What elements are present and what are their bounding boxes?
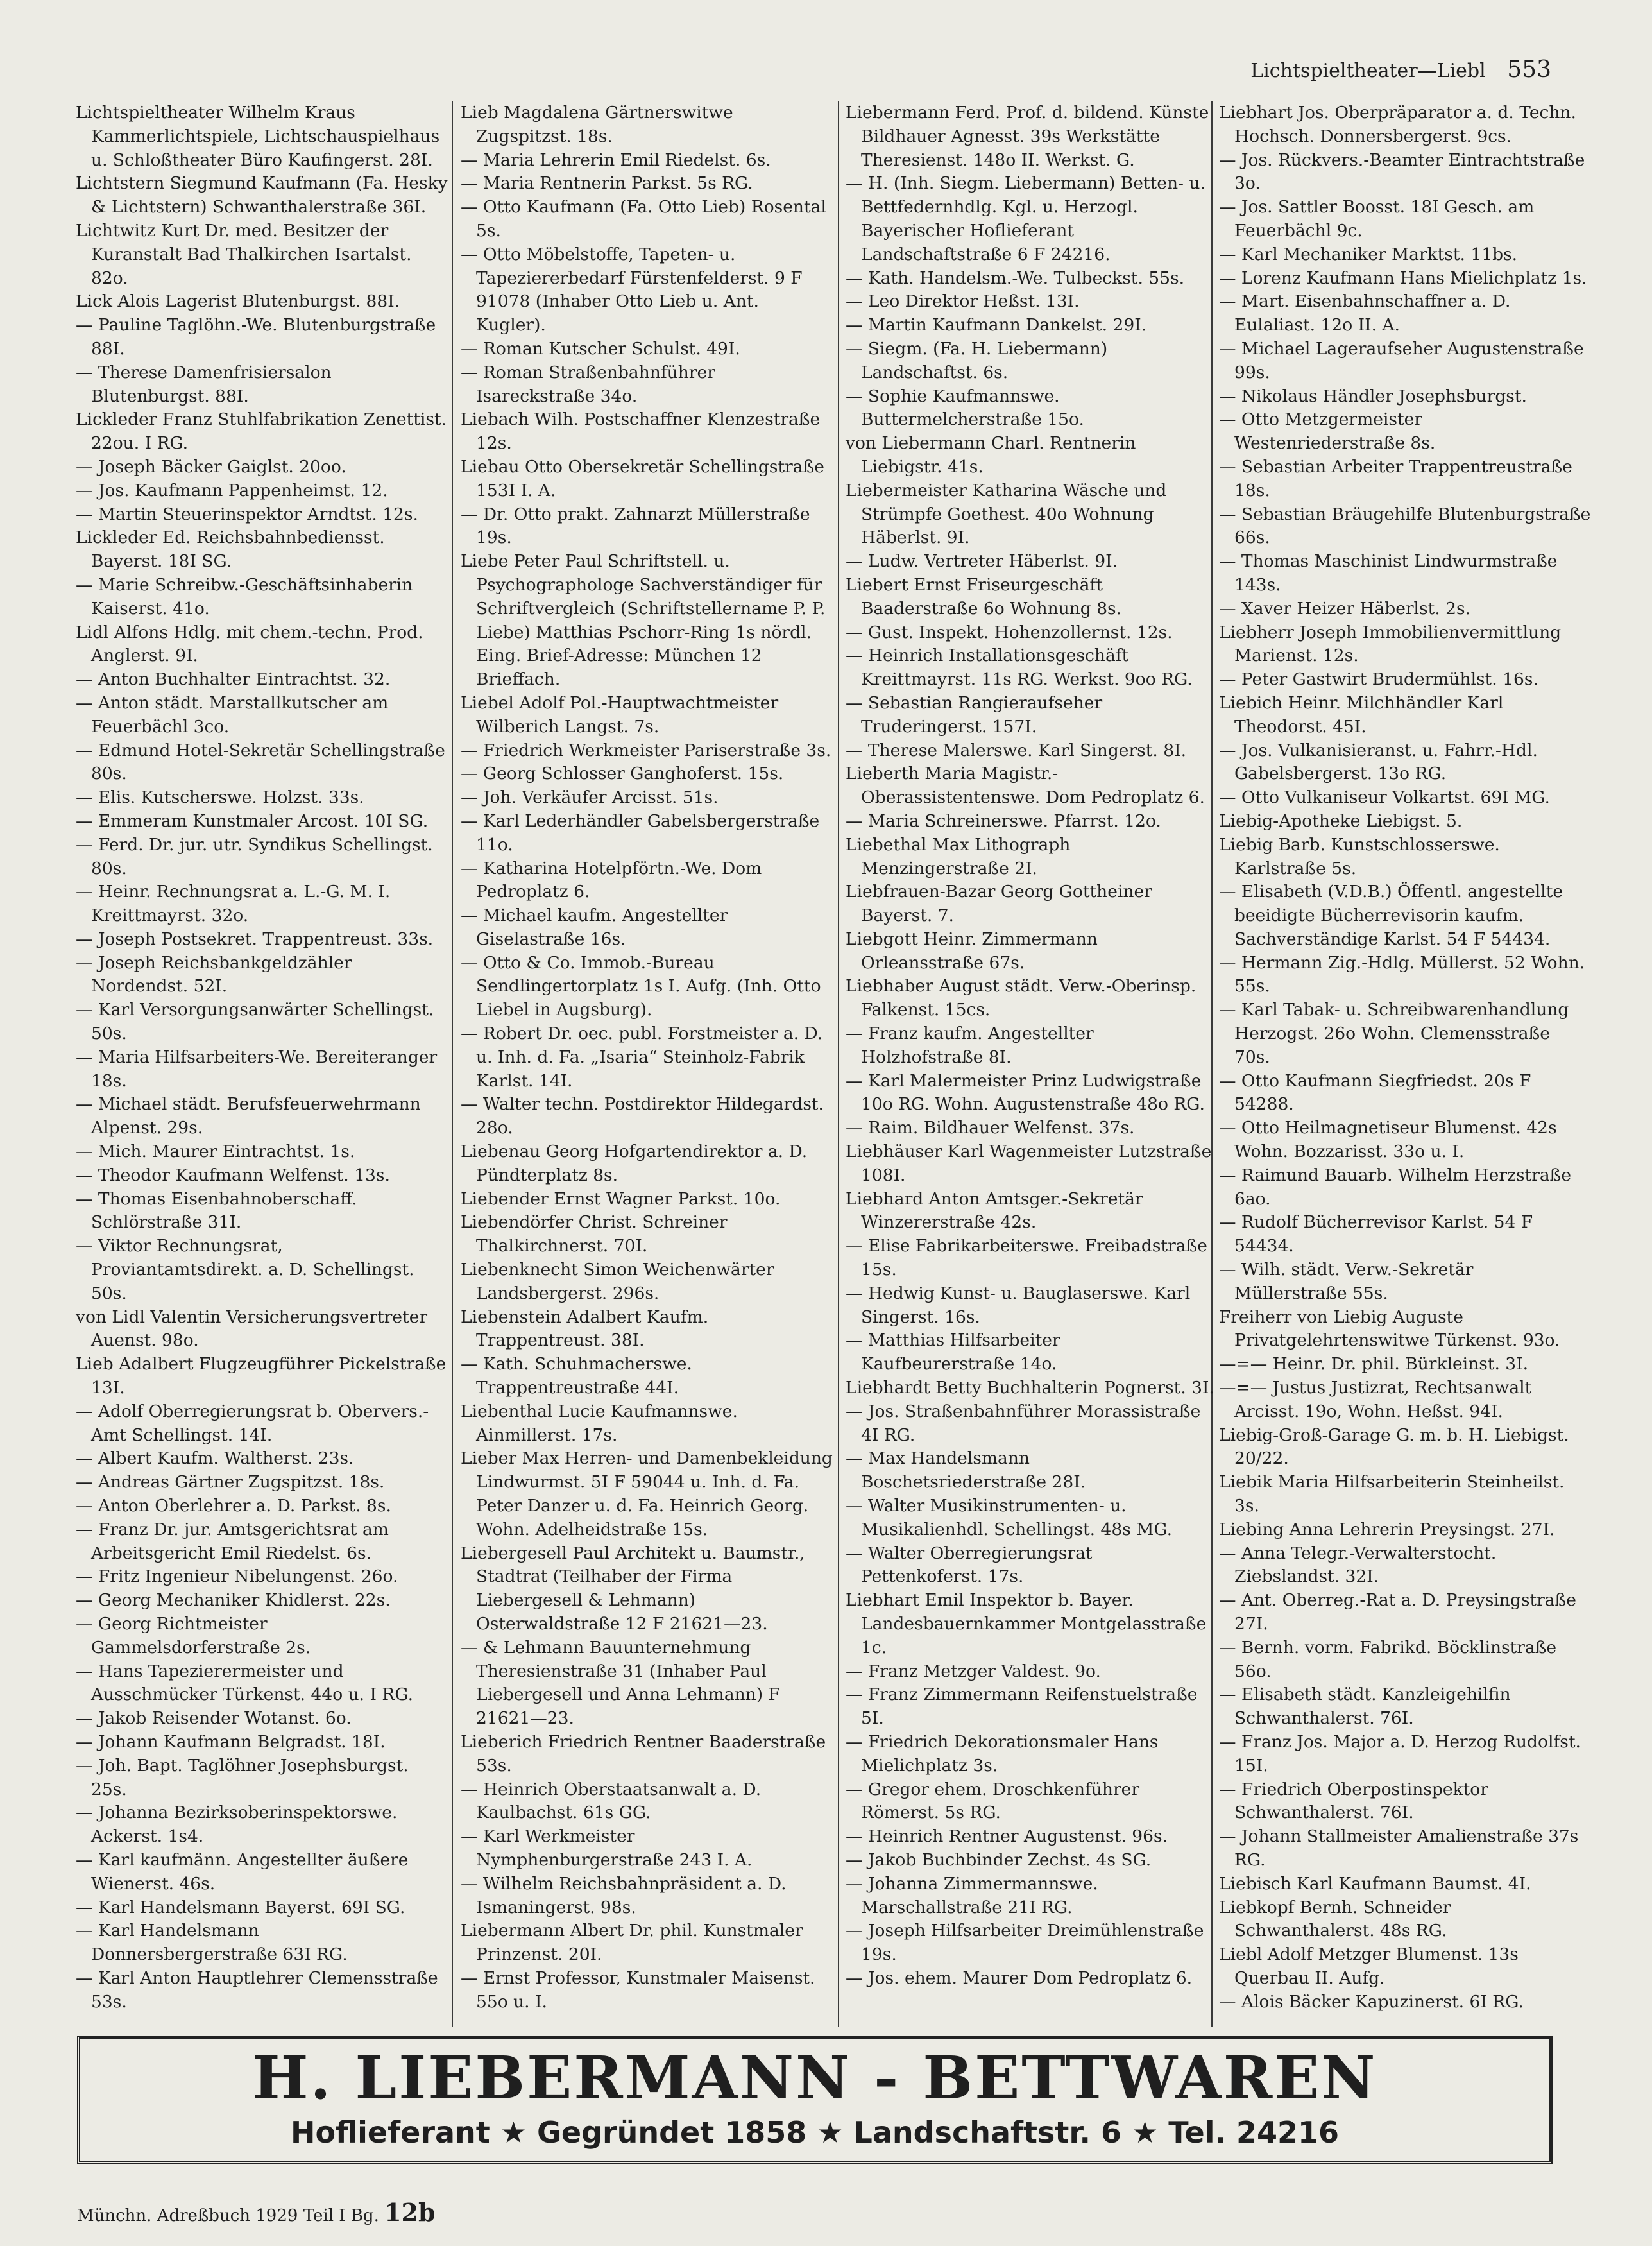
directory-entry: — Mich. Maurer Eintrachtst. 1s. bbox=[76, 1142, 355, 1162]
directory-entry: — Siegm. (Fa. H. Liebermann) Landschaftst. 6s. bbox=[846, 338, 1108, 382]
directory-column-3 bbox=[846, 101, 1218, 1991]
directory-entry: — Karl kaufmänn. Angestellter äußere Wienerst. 46s. bbox=[76, 1849, 409, 1894]
directory-entry: Lickleder Franz Stuhlfabrikation Zenettist. 22ou. I RG. bbox=[76, 409, 447, 454]
directory-entry: Lieb Magdalena Gärtnerswitwe Zugspitzst. 18s. bbox=[461, 103, 733, 146]
directory-entry: — Kath. Handelsm.-We. Tulbeckst. 55s. bbox=[846, 268, 1185, 288]
directory-entry: — Karl Lederhändler Gabelsbergerstraße 11o. bbox=[461, 810, 820, 855]
directory-entry: — Friedrich Dekorationsmaler Hans Mielichplatz 3s. bbox=[846, 1731, 1159, 1776]
directory-entry: — Ferd. Dr. jur. utr. Syndikus Schellingst. 80s. bbox=[76, 834, 433, 879]
directory-entry: — Elise Fabrikarbeiterswe. Freibadstraße 15s. bbox=[846, 1236, 1207, 1280]
directory-entry: Liebisch Karl Kaufmann Baumst. 4I. bbox=[1219, 1873, 1531, 1894]
directory-entry: von Lidl Valentin Versicherungsvertreter Auenst. 98o. bbox=[76, 1307, 428, 1351]
directory-entry: — Rudolf Bücherrevisor Karlst. 54 F 54434. bbox=[1219, 1212, 1533, 1256]
directory-entry: — Sebastian Bräugehilfe Blutenburgstraße 66s. bbox=[1219, 504, 1591, 548]
directory-entry: — Jos. Rückvers.-Beamter Eintrachtstraße 3o. bbox=[1219, 150, 1585, 194]
directory-entry: Liebermann Albert Dr. phil. Kunstmaler Prinzenst. 20I. bbox=[461, 1921, 803, 1965]
directory-entry: Liebhardt Betty Buchhalterin Pognerst. 3I. bbox=[846, 1378, 1214, 1398]
directory-entry: Lick Alois Lagerist Blutenburgst. 88I. bbox=[76, 291, 400, 312]
directory-entry: — Michael städt. Berufsfeuerwehrmann Alpenst. 29s. bbox=[76, 1094, 421, 1138]
directory-entry: — Jos. Kaufmann Pappenheimst. 12. bbox=[76, 480, 388, 501]
directory-entry: Liebau Otto Obersekretär Schellingstraße 153I I. A. bbox=[461, 456, 824, 501]
directory-entry: — Hermann Zig.-Hdlg. Müllerst. 52 Wohn. 55s. bbox=[1219, 952, 1585, 997]
directory-entry: Liebhäuser Karl Wagenmeister Lutzstraße 108I. bbox=[846, 1142, 1212, 1185]
directory-entry: — Elis. Kutscherswe. Holzst. 33s. bbox=[76, 787, 364, 808]
directory-entry: — Alois Bäcker Kapuzinerst. 6I RG. bbox=[1219, 1991, 1524, 2012]
directory-entry: Liebgott Heinr. Zimmermann Orleansstraße 67s. bbox=[846, 929, 1098, 973]
directory-entry: Lichtstern Siegmund Kaufmann (Fa. Hesky & Lichtstern) Schwanthalerstraße 36I. bbox=[76, 173, 448, 218]
directory-entry: — Joh. Verkäufer Arcisst. 51s. bbox=[461, 787, 719, 808]
directory-entry: — Otto Vulkaniseur Volkartst. 69I MG. bbox=[1219, 787, 1550, 808]
directory-entry: Liebe Peter Paul Schriftstell. u. Psychographologe Sachverständiger für Schriftvergleich (Schriftstellername P. P. Liebe) Matthias Pschorr-Ring 1s nördl. Eing. Brief-Adresse: München 12 Brieffach. bbox=[461, 551, 826, 690]
directory-entry: — Anton Buchhalter Eintrachtst. 32. bbox=[76, 669, 391, 690]
directory-entry: — Gregor ehem. Droschkenführer Römerst. 5s RG. bbox=[846, 1779, 1140, 1823]
directory-entry: — Karl Tabak- u. Schreibwarenhandlung Herzogst. 26o Wohn. Clemensstraße 70s. bbox=[1219, 1000, 1569, 1067]
directory-entry: Liebfrauen-Bazar Georg Gottheiner Bayerst. 7. bbox=[846, 882, 1152, 926]
directory-entry: — Robert Dr. oec. publ. Forstmeister a. D. u. Inh. d. Fa. „Isaria“ Steinholz-Fabrik Karlst. 14I. bbox=[461, 1024, 823, 1091]
directory-entry: — Otto Kaufmann (Fa. Otto Lieb) Rosental 5s. bbox=[461, 197, 826, 241]
directory-entry: — Elisabeth städt. Kanzleigehilfin Schwanthalerst. 76I. bbox=[1219, 1684, 1511, 1729]
directory-entry: — Joseph Bäcker Gaiglst. 20oo. bbox=[76, 456, 346, 477]
directory-entry: Liebenau Georg Hofgartendirektor a. D. Pündterplatz 8s. bbox=[461, 1142, 808, 1185]
advertisement-details: Hoflieferant ★ Gegründet 1858 ★ Landschaftstr. 6 ★ Tel. 24216 bbox=[290, 2115, 1340, 2150]
directory-entry: — Otto Heilmagnetiseur Blumenst. 42s Wohn. Bozzarisst. 33o u. I. bbox=[1219, 1118, 1557, 1162]
directory-entry: Lichtspieltheater Wilhelm Kraus Kammerlichtspiele, Lichtschauspielhaus u. Schloßtheater Büro Kaufingerst. 28I. bbox=[76, 103, 440, 170]
directory-entry: —=— Heinr. Dr. phil. Bürkleinst. 3I. bbox=[1219, 1354, 1529, 1375]
directory-entry: — Franz Dr. jur. Amtsgerichtsrat am Arbeitsgericht Emil Riedelst. 6s. bbox=[76, 1519, 389, 1563]
directory-entry: Liebing Anna Lehrerin Preysingst. 27I. bbox=[1219, 1519, 1555, 1539]
directory-entry: — Viktor Rechnungsrat, Proviantamtsdirekt. a. D. Schellingst. 50s. bbox=[76, 1236, 414, 1303]
directory-column-2 bbox=[461, 101, 833, 2014]
advertisement-box bbox=[77, 2036, 1553, 2164]
directory-entry: Liebhart Jos. Oberpräparator a. d. Techn. Hochsch. Donnersbergerst. 9cs. bbox=[1219, 103, 1576, 146]
directory-entry: — Gust. Inspekt. Hohenzollernst. 12s. bbox=[846, 622, 1173, 642]
directory-entry: — Leo Direktor Heßst. 13I. bbox=[846, 291, 1080, 312]
directory-entry: — Hedwig Kunst- u. Bauglaserswe. Karl Singerst. 16s. bbox=[846, 1283, 1191, 1327]
directory-entry: — Karl Anton Hauptlehrer Clemensstraße 53s. bbox=[76, 1967, 438, 2012]
directory-entry: — Katharina Hotelpförtn.-We. Dom Pedroplatz 6. bbox=[461, 858, 762, 902]
directory-entry: — Max Handelsmann Boschetsriederstraße 28I. bbox=[846, 1448, 1086, 1493]
directory-entry: — Georg Mechaniker Khidlerst. 22s. bbox=[76, 1590, 391, 1611]
directory-entry: — Karl Mechaniker Marktst. 11bs. bbox=[1219, 244, 1518, 264]
directory-entry: — Hans Tapezierermeister und Ausschmücker Türkenst. 44o u. I RG. bbox=[76, 1661, 413, 1705]
directory-entry: — Michael Lageraufseher Augustenstraße 99s. bbox=[1219, 338, 1584, 382]
directory-entry: — Kath. Schuhmacherswe. Trappentreustraße 44I. bbox=[461, 1354, 692, 1398]
column-divider bbox=[838, 101, 839, 2027]
directory-entry: Liebik Maria Hilfsarbeiterin Steinheilst. 3s. bbox=[1219, 1472, 1565, 1516]
directory-entry: — Joh. Bapt. Taglöhner Josephsburgst. 25s. bbox=[76, 1755, 409, 1799]
directory-entry: Liebender Ernst Wagner Parkst. 10o. bbox=[461, 1188, 781, 1209]
directory-entry: Liebermann Ferd. Prof. d. bildend. Künste Bildhauer Agnesst. 39s Werkstätte Theresienst. 148o II. Werkst. G. bbox=[846, 103, 1209, 170]
directory-entry: — Ant. Oberreg.-Rat a. D. Preysingstraße 27I. bbox=[1219, 1590, 1576, 1634]
directory-entry: Lieberich Friedrich Rentner Baaderstraße 53s. bbox=[461, 1731, 826, 1776]
directory-entry: von Liebermann Charl. Rentnerin Liebigstr. 41s. bbox=[846, 433, 1136, 477]
directory-entry: — Johanna Zimmermannswe. Marschallstraße 21I RG. bbox=[846, 1873, 1098, 1917]
directory-entry: Liebert Ernst Friseurgeschäft Baaderstraße 6o Wohnung 8s. bbox=[846, 574, 1122, 619]
directory-entry: — Jakob Buchbinder Zechst. 4s SG. bbox=[846, 1849, 1152, 1870]
directory-entry: — Anton städt. Marstallkutscher am Feuerbächl 3co. bbox=[76, 692, 389, 737]
directory-entry: Freiherr von Liebig Auguste Privatgelehrtenswitwe Türkenst. 93o. bbox=[1219, 1307, 1560, 1351]
running-title: Lichtspieltheater—Liebl bbox=[1250, 60, 1486, 82]
directory-entry: Liebig-Apotheke Liebigst. 5. bbox=[1219, 810, 1463, 831]
directory-entry: — Otto Kaufmann Siegfriedst. 20s F 54288. bbox=[1219, 1070, 1531, 1115]
directory-entry: — Bernh. vorm. Fabrikd. Böcklinstraße 56o. bbox=[1219, 1637, 1557, 1681]
directory-entry: — Peter Gastwirt Brudermühlst. 16s. bbox=[1219, 669, 1538, 690]
directory-entry: — Roman Straßenbahnführer Isareckstraße 34o. bbox=[461, 362, 715, 406]
directory-entry: — Anton Oberlehrer a. D. Parkst. 8s. bbox=[76, 1496, 391, 1516]
directory-entry: Liebach Wilh. Postschaffner Klenzestraße 12s. bbox=[461, 409, 821, 454]
directory-entry: Liebethal Max Lithograph Menzingerstraße 2I. bbox=[846, 834, 1071, 879]
directory-entry: — Theodor Kaufmann Welfenst. 13s. bbox=[76, 1165, 390, 1185]
directory-entry: — Maria Lehrerin Emil Riedelst. 6s. bbox=[461, 150, 771, 170]
directory-entry: — Mart. Eisenbahnschaffner a. D. Eulaliast. 12o II. A. bbox=[1219, 291, 1511, 336]
directory-entry: — Xaver Heizer Häberlst. 2s. bbox=[1219, 598, 1471, 619]
page-header bbox=[0, 56, 1551, 83]
directory-entry: — Karl Handelsmann Donnersbergerstraße 63I RG. bbox=[76, 1921, 348, 1965]
directory-entry: — Friedrich Oberpostinspektor Schwanthalerst. 76I. bbox=[1219, 1779, 1488, 1823]
directory-entry: — Jos. ehem. Maurer Dom Pedroplatz 6. bbox=[846, 1967, 1193, 1988]
directory-entry: Liebermeister Katharina Wäsche und Strümpfe Goethest. 40o Wohnung Häberlst. 9I. bbox=[846, 480, 1167, 548]
directory-entry: — Karl Werkmeister Nymphenburgerstraße 243 I. A. bbox=[461, 1826, 753, 1870]
directory-entry: — Heinr. Rechnungsrat a. L.-G. M. I. Kreittmayrst. 32o. bbox=[76, 882, 391, 926]
directory-entry: Liebel Adolf Pol.-Hauptwachtmeister Wilberich Langst. 7s. bbox=[461, 692, 779, 737]
directory-entry: Lidl Alfons Hdlg. mit chem.-techn. Prod. Anglerst. 9I. bbox=[76, 622, 423, 666]
directory-column-4 bbox=[1219, 101, 1591, 2014]
directory-entry: — Matthias Hilfsarbeiter Kaufbeurerstraße 14o. bbox=[846, 1330, 1060, 1375]
page-footer bbox=[77, 2198, 436, 2227]
directory-entry: Liebenthal Lucie Kaufmannswe. Ainmillerst. 17s. bbox=[461, 1401, 738, 1445]
directory-entry: — Roman Kutscher Schulst. 49I. bbox=[461, 338, 740, 359]
directory-entry: — Michael kaufm. Angestellter Giselastraße 16s. bbox=[461, 905, 728, 949]
directory-entry: Liebherr Joseph Immobilienvermittlung Marienst. 12s. bbox=[1219, 622, 1562, 666]
directory-entry: — Walter Oberregierungsrat Pettenkoferst. 17s. bbox=[846, 1543, 1093, 1587]
directory-entry: — Andreas Gärtner Zugspitzst. 18s. bbox=[76, 1472, 385, 1493]
directory-entry: — Raim. Bildhauer Welfenst. 37s. bbox=[846, 1118, 1135, 1138]
directory-entry: — Karl Versorgungsanwärter Schellingst. 50s. bbox=[76, 1000, 434, 1044]
directory-entry: — Anna Telegr.-Verwalterstocht. Ziebslandst. 32I. bbox=[1219, 1543, 1497, 1587]
directory-entry: — Jos. Sattler Boosst. 18I Gesch. am Feuerbächl 9c. bbox=[1219, 197, 1535, 241]
directory-entry: — Friedrich Werkmeister Pariserstraße 3s. bbox=[461, 740, 831, 760]
directory-entry: — Maria Schreinerswe. Pfarrst. 12o. bbox=[846, 810, 1161, 831]
directory-column-1 bbox=[76, 101, 448, 2014]
directory-entry: — Heinrich Oberstaatsanwalt a. D. Kaulbachst. 61s GG. bbox=[461, 1779, 762, 1823]
directory-entry: — Heinrich Installationsgeschäft Kreittmayrst. 11s RG. Werkst. 9oo RG. bbox=[846, 646, 1193, 690]
directory-entry: — Sebastian Arbeiter Trappentreustraße 18s. bbox=[1219, 456, 1572, 501]
directory-entry: — Martin Kaufmann Dankelst. 29I. bbox=[846, 315, 1147, 336]
directory-entry: Liebendörfer Christ. Schreiner Thalkirchnerst. 70I. bbox=[461, 1212, 728, 1256]
directory-entry: Liebenstein Adalbert Kaufm. Trappentreust. 38I. bbox=[461, 1307, 709, 1351]
directory-entry: — Sophie Kaufmannswe. Buttermelcherstraße 15o. bbox=[846, 386, 1084, 430]
directory-entry: — Nikolaus Händler Josephsburgst. bbox=[1219, 386, 1527, 406]
directory-entry: — Adolf Oberregierungsrat b. Obervers.-Amt Schellingst. 14I. bbox=[76, 1401, 429, 1445]
sheet-number: 12b bbox=[384, 2198, 436, 2227]
directory-entry: Lieber Max Herren- und Damenbekleidung Lindwurmst. 5I F 59044 u. Inh. d. Fa. Peter Danzer u. d. Fa. Heinrich Georg. Wohn. Adelheidstraße 15s. bbox=[461, 1448, 833, 1539]
directory-entry: Liebig Barb. Kunstschlosserswe. Karlstraße 5s. bbox=[1219, 834, 1500, 879]
advertisement-title: H. LIEBERMANN - BETTWAREN bbox=[252, 2043, 1377, 2113]
directory-entry: — Edmund Hotel-Sekretär Schellingstraße 80s. bbox=[76, 740, 445, 784]
directory-entry: — Pauline Taglöhn.-We. Blutenburgstraße 88I. bbox=[76, 315, 436, 359]
directory-entry: — Sebastian Rangieraufseher Truderingerst. 157I. bbox=[846, 692, 1103, 737]
directory-entry: — Heinrich Rentner Augustenst. 96s. bbox=[846, 1826, 1168, 1847]
directory-entry: — Ernst Professor, Kunstmaler Maisenst. 55o u. I. bbox=[461, 1967, 815, 2012]
directory-entry: — Franz Zimmermann Reifenstuelstraße 5I. bbox=[846, 1684, 1198, 1729]
page-number: 553 bbox=[1507, 56, 1551, 83]
directory-entry: — Martin Steuerinspektor Arndtst. 12s. bbox=[76, 504, 418, 524]
directory-entry: — Franz Metzger Valdest. 9o. bbox=[846, 1661, 1101, 1681]
directory-entry: — Johann Stallmeister Amalienstraße 37s RG. bbox=[1219, 1826, 1579, 1870]
directory-entry: — Fritz Ingenieur Nibelungenst. 26o. bbox=[76, 1566, 398, 1587]
directory-entry: Liebig-Groß-Garage G. m. b. H. Liebigst. 20/22. bbox=[1219, 1425, 1569, 1469]
directory-entry: — Thomas Eisenbahnoberschaff. Schlörstraße 31I. bbox=[76, 1188, 357, 1233]
directory-entry: Liebich Heinr. Milchhändler Karl Theodorst. 45I. bbox=[1219, 692, 1504, 737]
directory-entry: — & Lehmann Bauunternehmung Theresienstraße 31 (Inhaber Paul Liebergesell und Anna Lehmann) F 21621—23. bbox=[461, 1637, 780, 1729]
directory-entry: — Wilh. städt. Verw.-Sekretär Müllerstraße 55s. bbox=[1219, 1260, 1474, 1303]
directory-entry: — Therese Malerswe. Karl Singerst. 8I. bbox=[846, 740, 1186, 760]
directory-entry: — Franz Jos. Major a. D. Herzog Rudolfst. 15I. bbox=[1219, 1731, 1581, 1776]
directory-entry: Liebenknecht Simon Weichenwärter Landsbergerst. 296s. bbox=[461, 1260, 774, 1303]
directory-entry: — Ludw. Vertreter Häberlst. 9I. bbox=[846, 551, 1118, 572]
directory-entry: — Marie Schreibw.-Geschäftsinhaberin Kaiserst. 41o. bbox=[76, 574, 413, 619]
directory-entry: — Maria Rentnerin Parkst. 5s RG. bbox=[461, 173, 753, 194]
directory-entry: Liebkopf Bernh. Schneider Schwanthalerst. 48s RG. bbox=[1219, 1897, 1451, 1941]
footer-text: Münchn. Adreßbuch 1929 Teil I Bg. bbox=[77, 2206, 379, 2225]
directory-entry: — Maria Hilfsarbeiters-We. Bereiteranger 18s. bbox=[76, 1047, 438, 1091]
directory-entry: — Raimund Bauarb. Wilhelm Herzstraße 6ao. bbox=[1219, 1165, 1572, 1209]
directory-entry: — Georg Schlosser Ganghoferst. 15s. bbox=[461, 764, 784, 784]
directory-entry: — Franz kaufm. Angestellter Holzhofstraße 8I. bbox=[846, 1024, 1094, 1067]
directory-entry: — Johann Kaufmann Belgradst. 18I. bbox=[76, 1731, 386, 1752]
directory-entry: — Karl Handelsmann Bayerst. 69I SG. bbox=[76, 1897, 405, 1917]
directory-entry: — Walter Musikinstrumenten- u. Musikalienhdl. Schellingst. 48s MG. bbox=[846, 1496, 1173, 1539]
directory-entry: — Otto Möbelstoffe, Tapeten- u. Tapeziererbedarf Fürstenfelderst. 9 F 91078 (Inhaber Otto Lieb u. Ant. Kugler). bbox=[461, 244, 803, 336]
directory-entry: — Wilhelm Reichsbahnpräsident a. D. Ismaningerst. 98s. bbox=[461, 1873, 787, 1917]
directory-entry: Lichtwitz Kurt Dr. med. Besitzer der Kuranstalt Bad Thalkirchen Isartalst. 82o. bbox=[76, 220, 412, 288]
directory-entry: — Georg Richtmeister Gammelsdorferstraße 2s. bbox=[76, 1614, 311, 1658]
directory-entry: — Thomas Maschinist Lindwurmstraße 143s. bbox=[1219, 551, 1558, 595]
directory-entry: — Johanna Bezirksoberinspektorswe. Ackerst. 1s4. bbox=[76, 1803, 398, 1847]
directory-entry: Liebl Adolf Metzger Blumenst. 13s Querbau II. Aufg. bbox=[1219, 1944, 1519, 1988]
directory-entry: — Joseph Postsekret. Trappentreust. 33s. bbox=[76, 929, 434, 949]
directory-entry: — Karl Malermeister Prinz Ludwigstraße 10o RG. Wohn. Augustenstraße 48o RG. bbox=[846, 1070, 1205, 1115]
directory-entry: — Dr. Otto prakt. Zahnarzt Müllerstraße 19s. bbox=[461, 504, 810, 548]
directory-entry: — H. (Inh. Siegm. Liebermann) Betten- u. Bettfedernhdlg. Kgl. u. Herzogl. Bayerischer Hoflieferant Landschaftstraße 6 F 24216. bbox=[846, 173, 1205, 264]
directory-entry: — Joseph Hilfsarbeiter Dreimühlenstraße 19s. bbox=[846, 1921, 1204, 1965]
directory-entry: Liebergesell Paul Architekt u. Baumstr., Stadtrat (Teilhaber der Firma Liebergesell & Lehmann) Osterwaldstraße 12 F 21621—23. bbox=[461, 1543, 805, 1634]
column-divider bbox=[452, 101, 453, 2027]
directory-entry: — Otto Metzgermeister Westenriederstraße 8s. bbox=[1219, 409, 1436, 454]
directory-entry: — Walter techn. Postdirektor Hildegardst. 28o. bbox=[461, 1094, 824, 1138]
directory-entry: Liebhart Emil Inspektor b. Bayer. Landesbauernkammer Montgelasstraße 1c. bbox=[846, 1590, 1207, 1658]
directory-entry: — Jos. Straßenbahnführer Morassistraße 4I RG. bbox=[846, 1401, 1201, 1445]
directory-entry: — Jakob Reisender Wotanst. 6o. bbox=[76, 1708, 352, 1729]
directory-entry: —=— Justus Justizrat, Rechtsanwalt Arcisst. 19o, Wohn. Heßst. 94I. bbox=[1219, 1378, 1532, 1421]
directory-entry: Lieberth Maria Magistr.-Oberassistentenswe. Dom Pedroplatz 6. bbox=[846, 764, 1205, 808]
directory-entry: Liebhard Anton Amtsger.-Sekretär Winzererstraße 42s. bbox=[846, 1188, 1143, 1233]
directory-entry: Liebhaber August städt. Verw.-Oberinsp. Falkenst. 15cs. bbox=[846, 976, 1196, 1020]
directory-entry: — Elisabeth (V.D.B.) Öffentl. angestellte beeidigte Bücherrevisorin kaufm. Sachverständige Karlst. 54 F 54434. bbox=[1219, 882, 1563, 949]
directory-entry: — Lorenz Kaufmann Hans Mielichplatz 1s. bbox=[1219, 268, 1587, 288]
directory-entry: Lieb Adalbert Flugzeugführer Pickelstraße 13I. bbox=[76, 1354, 447, 1398]
directory-entry: Lickleder Ed. Reichsbahnbediensst. Bayerst. 18I SG. bbox=[76, 527, 385, 572]
directory-entry: — Albert Kaufm. Waltherst. 23s. bbox=[76, 1448, 354, 1469]
directory-entry: — Emmeram Kunstmaler Arcost. 10I SG. bbox=[76, 810, 429, 831]
directory-entry: — Joseph Reichsbankgeldzähler Nordendst. 52I. bbox=[76, 952, 352, 997]
directory-entry: — Therese Damenfrisiersalon Blutenburgst. 88I. bbox=[76, 362, 332, 406]
directory-entry: — Jos. Vulkanisieranst. u. Fahrr.-Hdl. Gabelsbergerst. 13o RG. bbox=[1219, 740, 1538, 784]
directory-entry: — Otto & Co. Immob.-Bureau Sendlingertorplatz 1s I. Aufg. (Inh. Otto Liebel in Augsburg). bbox=[461, 952, 821, 1020]
